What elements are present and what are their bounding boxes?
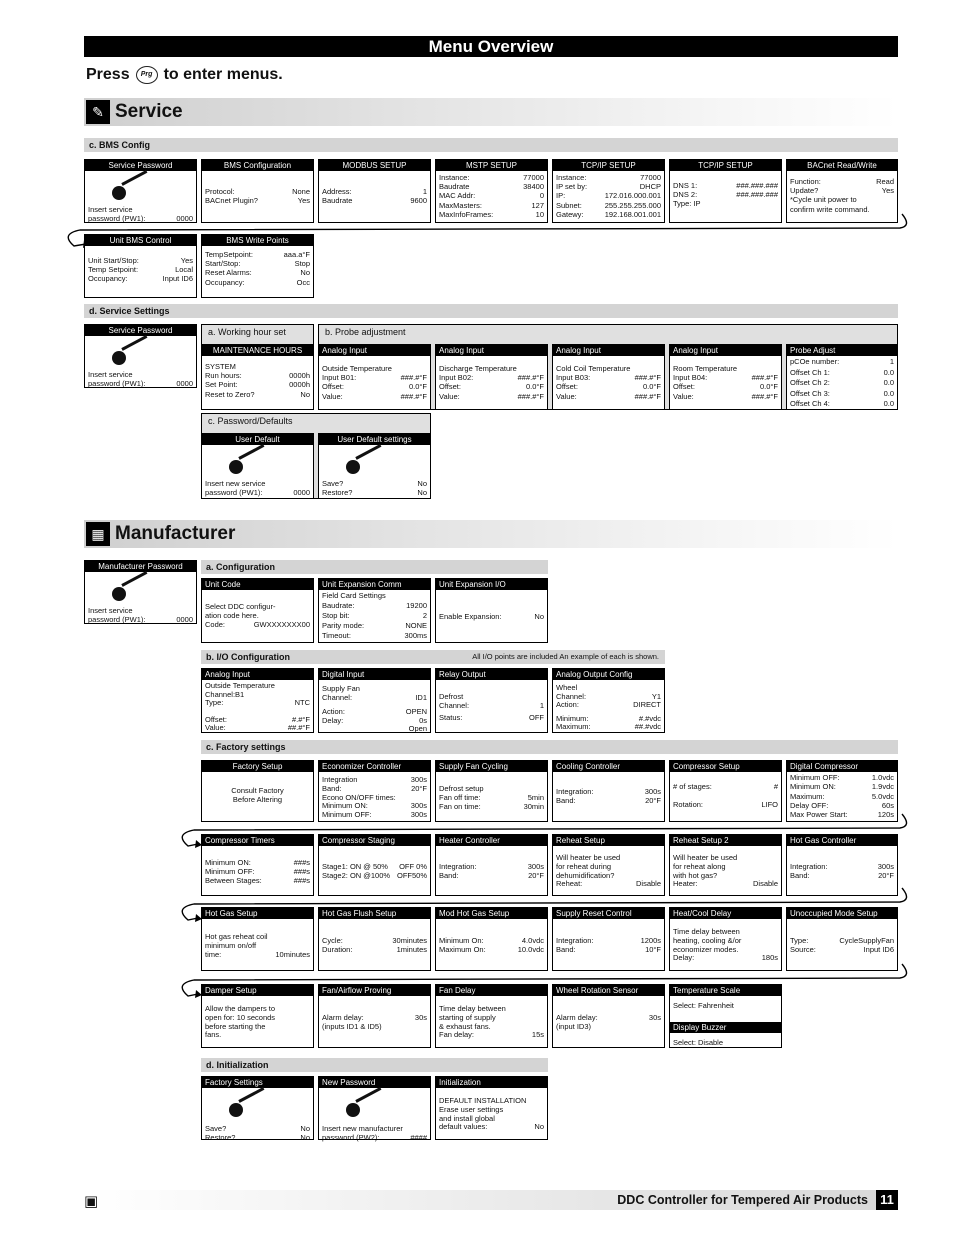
compressor-timers-box[interactable]: Compressor Timers Minimum ON: ###s Minimum OFF: ###s Between Stages: ###s <box>201 834 314 896</box>
user-default-settings-box[interactable]: User Default settings Save? No Restore? No <box>318 433 431 499</box>
page-title: Menu Overview <box>84 36 898 57</box>
analog-input-b01-box[interactable]: Analog Input Outside Temperature Input B01: ###.#°F Offset: 0.0°F Value: ###.#°F <box>318 344 431 410</box>
display-buzzer-header: Display Buzzer <box>670 1022 781 1033</box>
wrench-icon: ✎ <box>86 100 110 124</box>
unit-code-box[interactable]: Unit Code Select DDC configur- ation code here. Code: GWXXXXXXX00 <box>201 578 314 643</box>
hot-gas-controller-box[interactable]: Hot Gas Controller Integration: 300s Band: 20°F <box>786 834 898 896</box>
unit-bms-control-box[interactable]: Unit BMS Control Unit Start/Stop: Yes Temp Setpoint: Local Occupancy: Input ID6 <box>84 234 197 298</box>
mod-hot-gas-setup-box[interactable]: Mod Hot Gas Setup Minimum On: 4.0vdc Maximum On: 10.0vdc <box>435 907 548 971</box>
digital-compressor-box[interactable]: Digital Compressor Minimum OFF: 1.0vdc Minimum ON: 1.9vdc Maximum: 5.0vdc Delay OFF: 60s Max Power Start: 120s <box>786 760 898 822</box>
economizer-controller-box[interactable]: Economizer Controller Integration 300s Band: 20°F Econo ON/OFF times: Minimum ON: 300s Minimum OFF: 300s <box>318 760 431 822</box>
fan-airflow-proving-box[interactable]: Fan/Airflow Proving Alarm delay: 30s (inputs ID1 & ID5) <box>318 984 431 1048</box>
bms-write-points-box[interactable]: BMS Write Points TempSetpoint: aaa.a°F Start/Stop: Stop Reset Alarms: No Occupancy: Occ <box>201 234 314 298</box>
probe-adjustment-group: b. Probe adjustment <box>318 324 898 410</box>
tcpip-dns-box[interactable]: TCP/IP SETUP DNS 1: ###.###.### DNS 2: ###.###.### Type: IP <box>669 159 782 223</box>
user-default-box[interactable]: User Default Insert new service password (PW1): 0000 <box>201 433 314 499</box>
factory-icon: ▦ <box>86 522 110 546</box>
damper-setup-box[interactable]: Damper Setup Allow the dampers to open for: 10 seconds before starting the fans. <box>201 984 314 1048</box>
modbus-setup-box[interactable]: MODBUS SETUP Address: 1 Baudrate 9600 <box>318 159 431 223</box>
bacnet-read-write-box[interactable]: BACnet Read/Write Function: Read Update? Yes *Cycle unit power to confirm write command. <box>786 159 898 223</box>
service-settings-subheader: d. Service Settings <box>84 304 898 318</box>
analog-input-b02-box[interactable]: Analog Input Discharge Temperature Input B02: ###.#°F Offset: 0.0°F Value: ###.#°F <box>435 344 548 410</box>
factory-setup-box[interactable]: Factory Setup Consult Factory Before Altering <box>201 760 314 822</box>
bms-config-subheader: c. BMS Config <box>84 138 898 152</box>
heater-controller-box[interactable]: Heater Controller Integration: 300s Band: 20°F <box>435 834 548 896</box>
probe-adjust-box[interactable]: Probe Adjust pCOe number: 1 Offset Ch 1: 0.0 Offset Ch 2: 0.0 Offset Ch 3: 0.0 Offset Ch 4: 0.0 <box>786 344 898 410</box>
io-digital-input-box[interactable]: Digital Input Supply Fan Channel: ID1 Action: OPEN Delay: 0s Open <box>318 668 431 733</box>
wheel-rotation-sensor-box[interactable]: Wheel Rotation Sensor Alarm delay: 30s (input ID3) <box>552 984 665 1048</box>
service-header: ✎ Service <box>84 98 898 126</box>
new-password-box[interactable]: New Password Insert new manufacturer password (PW2): #### <box>318 1076 431 1140</box>
key-icon <box>346 1094 386 1122</box>
key-icon <box>112 342 152 370</box>
analog-input-b04-box[interactable]: Analog Input Room Temperature Input B04: ###.#°F Offset: 0.0°F Value: ###.#°F <box>669 344 782 410</box>
compressor-setup-box[interactable]: Compressor Setup # of stages: # Rotation: LIFO <box>669 760 782 822</box>
key-icon <box>112 177 152 205</box>
service-password-box[interactable]: Service Password Insert service password (PW1): 0000 <box>84 159 197 223</box>
key-icon <box>346 451 386 479</box>
working-hour-set-group: a. Working hour set <box>201 324 314 410</box>
supply-fan-cycling-box[interactable]: Supply Fan Cycling Defrost setup Fan off time: 5min Fan on time: 30min <box>435 760 548 822</box>
prg-button-icon: Prg <box>136 66 158 84</box>
fan-delay-box[interactable]: Fan Delay Time delay between starting of supply & exhaust fans. Fan delay: 15s <box>435 984 548 1048</box>
key-icon <box>229 1094 269 1122</box>
page-number: 11 <box>876 1190 898 1210</box>
hot-gas-setup-box[interactable]: Hot Gas Setup Hot gas reheat coil minimum on/off time: 10minutes <box>201 907 314 971</box>
analog-input-b03-box[interactable]: Analog Input Cold Coil Temperature Input B03: ###.#°F Offset: 0.0°F Value: ###.#°F <box>552 344 665 410</box>
compressor-staging-box[interactable]: Compressor Staging Stage1: ON @ 50% OFF 0% Stage2: ON @100% OFF50% <box>318 834 431 896</box>
reheat-setup-2-box[interactable]: Reheat Setup 2 Will heater be used for reheat along with hot gas? Heater: Disable <box>669 834 782 896</box>
press-instruction: Press Prg to enter menus. <box>86 66 283 83</box>
manufacturer-header: ▦ Manufacturer <box>84 520 898 548</box>
factory-settings-box[interactable]: Factory Settings Save? No Restore? No <box>201 1076 314 1140</box>
key-icon <box>229 451 269 479</box>
supply-reset-control-box[interactable]: Supply Reset Control Integration: 1200s Band: 10°F <box>552 907 665 971</box>
brand-logo-icon: ▣ <box>84 1193 99 1210</box>
unoccupied-mode-setup-box[interactable]: Unoccupied Mode Setup Type: CycleSupplyFan Source: Input ID6 <box>786 907 898 971</box>
cooling-controller-box[interactable]: Cooling Controller Integration: 300s Band: 20°F <box>552 760 665 822</box>
heat-cool-delay-box[interactable]: Heat/Cool Delay Time delay between heating, cooling &/or economizer modes. Delay: 180s <box>669 907 782 971</box>
unit-expansion-comm-box[interactable]: Unit Expansion Comm Field Card Settings Baudrate: 19200 Stop bit: 2 Parity mode: NONE Timeout: 300ms <box>318 578 431 643</box>
initialization-subheader: d. Initialization <box>201 1058 548 1072</box>
key-icon <box>112 578 152 606</box>
bms-configuration-box[interactable]: BMS Configuration Protocol: None BACnet Plugin? Yes <box>201 159 314 223</box>
hot-gas-flush-setup-box[interactable]: Hot Gas Flush Setup Cycle: 30minutes Duration: 1minutes <box>318 907 431 971</box>
manufacturer-password-box[interactable]: Manufacturer Password Insert service password (PW1): 0000 <box>84 560 197 624</box>
maintenance-hours-box[interactable]: MAINTENANCE HOURS SYSTEM Run hours: 0000h Set Point: 0000h Reset to Zero? No <box>201 344 314 410</box>
io-relay-output-box[interactable]: Relay Output Defrost Channel: 1 Status: OFF <box>435 668 548 733</box>
io-analog-input-box[interactable]: Analog Input Outside Temperature Channel:B1 Type: NTC Offset: #.#°F Value: ##.#°F <box>201 668 314 733</box>
password-defaults-group: c. Password/Defaults <box>201 413 431 499</box>
temperature-scale-box[interactable]: Temperature Scale Select: Fahrenheit Display Buzzer Select: Disable <box>669 984 782 1048</box>
reheat-setup-box[interactable]: Reheat Setup Will heater be used for reheat during dehumidification? Reheat: Disable <box>552 834 665 896</box>
initialization-box[interactable]: Initialization DEFAULT INSTALLATION Erase user settings and install global default values: No <box>435 1076 548 1140</box>
factory-settings-subheader: c. Factory settings <box>201 740 898 754</box>
mstp-setup-box[interactable]: MSTP SETUP Instance: 77000 Baudrate 38400 MAC Addr: 0 MaxMasters: 127 MaxInfoFrames: 10 <box>435 159 548 223</box>
io-configuration-subheader: b. I/O Configuration All I/O points are included An example of each is shown. <box>201 650 665 664</box>
configuration-subheader: a. Configuration <box>201 560 548 574</box>
service-password-box-2[interactable]: Service Password Insert service password (PW1): 0000 <box>84 324 197 388</box>
tcpip-setup-box[interactable]: TCP/IP SETUP Instance: 77000 IP set by: DHCP IP: 172.016.000.001 Subnet: 255.255.255.000 Gatewy: 192.168.001.001 <box>552 159 665 223</box>
unit-expansion-io-box[interactable]: Unit Expansion I/O Enable Expansion: No <box>435 578 548 643</box>
io-analog-output-box[interactable]: Analog Output Config Wheel Channel: Y1 Action: DIRECT Minimum: #.#vdc Maximum: ##.#vdc <box>552 668 665 733</box>
page-footer: DDC Controller for Tempered Air Products 11 <box>84 1190 898 1210</box>
